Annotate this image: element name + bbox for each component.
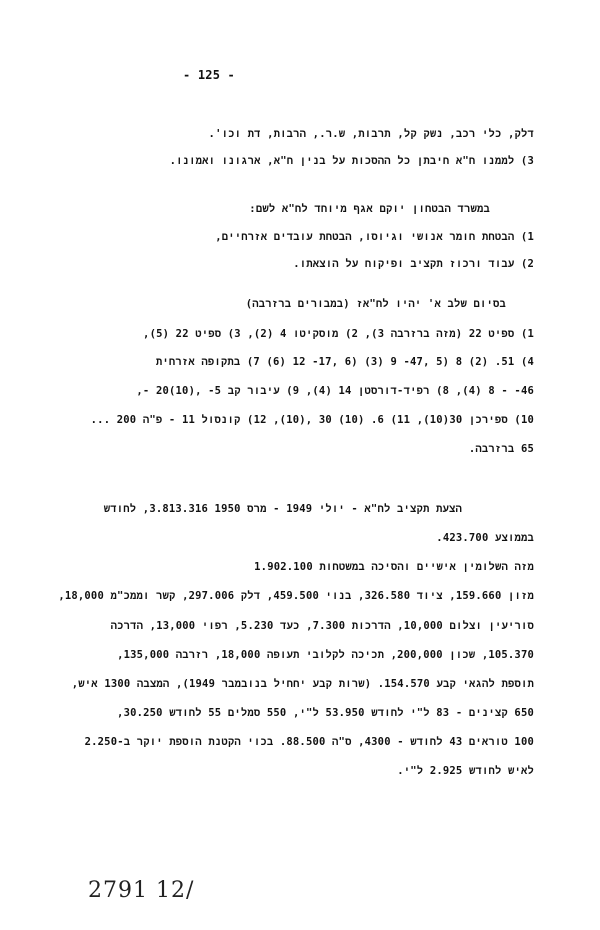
text-line-8: 4) 51. (2) 8 (5 ,47- 9 (3) (6 ,17- 12 (6) 7) בתקופה אזרחית [155,356,534,368]
text-line-4: 1) הבטחת חומר אנושי וגיוסו, הבטחת עובדים אזרחיים, [215,231,534,243]
text-line-11: 65 ברזרבה. [468,443,534,455]
text-line-12: הצעת תקציב לח"א - יולי 1949 - מרס 1950 3.813.316, לחודש [103,503,462,515]
text-line-14: מזה השלומין אישיים והסיכה במשטחות 1.902.100 [254,561,534,573]
text-line-13: בממוצע 423.700. [436,532,534,544]
text-line-16: סוריעין וצלום 10,000, הדרכות 7.300, כעד 5.230, רפוי 13,000, הדרכה [110,620,534,632]
text-line-7: 1) ספיט 22 (מזה ברזרבה 3), 2) מוסקיטו 4 (2), 3) ספיט 22 (5), [143,328,534,340]
text-line-21: לאיש לחודש 2.925 ל"י. [397,765,534,777]
text-line-1: דלק, כלי רכב, נשק קל, תרבות, ש.ר., הרבות, דת וכו'. [208,128,534,140]
text-line-18: תוספת להגאי קבע 154.570. (שרות קבע יחחיל בנובמבר 1949), המצבה 1300 איש, [71,678,534,690]
text-line-6: בסיום שלב א' יהיו לח"אז (במבורים ברזרבה) [245,298,506,310]
text-line-17: 105.370, שכון 200,000, תכיכה לקלובי תעופה 18,000, רזרבה 135,000, [117,649,534,661]
text-line-15: מזון 159.660, ציוד 326.580, בנוי 459.500, דלק 297.006, קשר וממכ"מ 18,000, [58,590,534,602]
text-line-19: 650 קצינים - 83 ל"י לחודש 53.950 ל"י, 550 סמלים 55 לחודש 30.250, [117,707,534,719]
text-line-5: 2) עבוד ורכוז תקציב ופיקוח על הוצאתו. [293,258,534,270]
text-line-9: 46- - 8 (4), 8) רפיד-דורסטן 14 (4), 9) עיבור קב 5- ,(10)20 -, [136,385,534,397]
text-line-2: 3) לממנו ח"א חיבתן כל ההסכות על בנין ח"א, ארגונו ואמונו. [169,155,534,167]
text-line-10: 10) ספירכן 30(10), 11) 6. (10) 30 ,(10), 12) קונסול 11 - פ"ה 200 ... [90,414,534,426]
text-line-20: 100 טוראים 43 לחודש - 4300, ס"ה 88.500. בכוי הקטנת הוספת יוקר ב-2.250 [84,736,534,748]
page-number: - 125 - [183,68,235,82]
text-line-3: במשרד הבטחון יוקם אגף מיוחד לח"א לשם: [249,203,490,215]
archive-stamp: 2791 12/ [88,878,195,903]
